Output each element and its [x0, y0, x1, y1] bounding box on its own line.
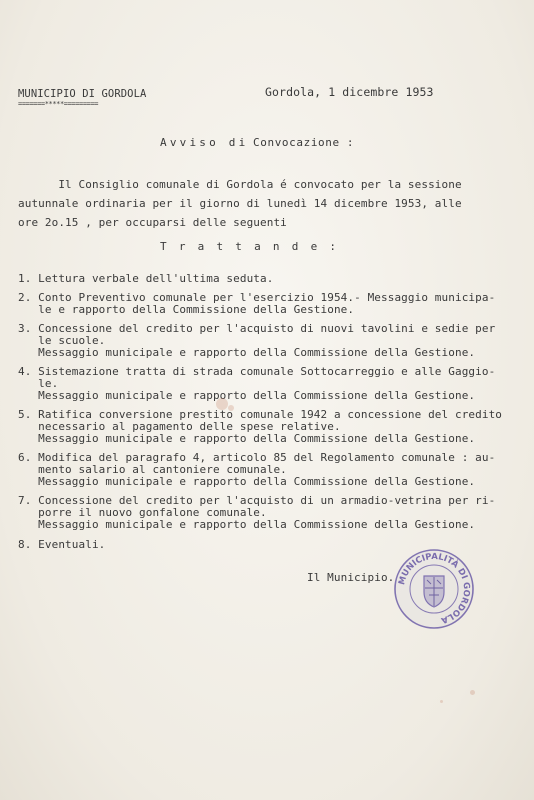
agenda-item-7-cont: Messaggio municipale e rapporto della Commissione della Gestione.: [18, 518, 476, 531]
agenda-item-4-cont: Messaggio municipale e rapporto della Commissione della Gestione.: [18, 389, 476, 402]
notice-title: [160, 136, 354, 149]
agenda-item-5: 5. Ratifica conversione prestito comunale 1942 a concessione del credito: [18, 408, 503, 421]
agenda-item-5-cont: Messaggio municipale e rapporto della Commissione della Gestione.: [18, 432, 476, 445]
intro-line: ore 2o.15 , per occuparsi delle seguenti: [18, 216, 287, 229]
svg-text:MUNICIPALITÀ DI GORDOLA: MUNICIPALITÀ DI GORDOLA: [397, 551, 472, 626]
agenda-item-3-cont: Messaggio municipale e rapporto della Commissione della Gestione.: [18, 346, 476, 359]
coat-of-arms-icon: [424, 576, 444, 607]
agenda-item-7: 7. Concessione del credito per l'acquisto di un armadio-vetrina per ri-: [18, 494, 496, 507]
place-date: Gordola, 1 dicembre 1953: [265, 85, 434, 99]
agenda-item-6-cont: Messaggio municipale e rapporto della Commissione della Gestione.: [18, 475, 476, 488]
agenda-item-2-cont: le e rapporto della Commissione della Gestione.: [18, 303, 355, 316]
stain: [216, 398, 228, 410]
signature: Il Municipio.: [307, 571, 395, 584]
sender-heading: MUNICIPIO DI GORDOLA: [18, 88, 147, 100]
stain: [470, 690, 475, 695]
agenda-item-4-cont: le.: [18, 377, 59, 390]
agenda-item-5-cont: necessario al pagamento delle spese relative.: [18, 420, 341, 433]
agenda-item-6: 6. Modifica del paragrafo 4, articolo 85 del Regolamento comunale : au-: [18, 451, 496, 464]
notice-title-spaced: Avviso d: [160, 136, 239, 149]
notice-title-rest: i Convocazione :: [238, 136, 355, 149]
agenda-item-6-cont: mento salario al cantoniere comunale.: [18, 463, 287, 476]
intro-line: Il Consiglio comunale di Gordola é convocato per la sessione: [18, 178, 462, 191]
municipal-seal-stamp: [393, 548, 475, 630]
agenda-item-4: 4. Sistemazione tratta di strada comunale Sottocarreggio e alle Gaggio-: [18, 365, 496, 378]
agenda-item-2: 2. Conto Preventivo comunale per l'esercizio 1954.- Messaggio municipa-: [18, 291, 496, 304]
intro-line: autunnale ordinaria per il giorno di lunedì 14 dicembre 1953, alle: [18, 197, 462, 210]
sender-underline: =======*****=========: [18, 100, 99, 108]
stain: [228, 405, 234, 411]
agenda-heading: Trattande:: [160, 240, 349, 253]
agenda-item-1: 1. Lettura verbale dell'ultima seduta.: [18, 272, 274, 285]
agenda-item-3: 3. Concessione del credito per l'acquisto di nuovi tavolini e sedie per: [18, 322, 496, 335]
agenda-item-3-cont: le scuole.: [18, 334, 106, 347]
agenda-item-8: 8. Eventuali.: [18, 538, 106, 551]
stain: [440, 700, 443, 703]
agenda-item-7-cont: porre il nuovo gonfalone comunale.: [18, 506, 267, 519]
